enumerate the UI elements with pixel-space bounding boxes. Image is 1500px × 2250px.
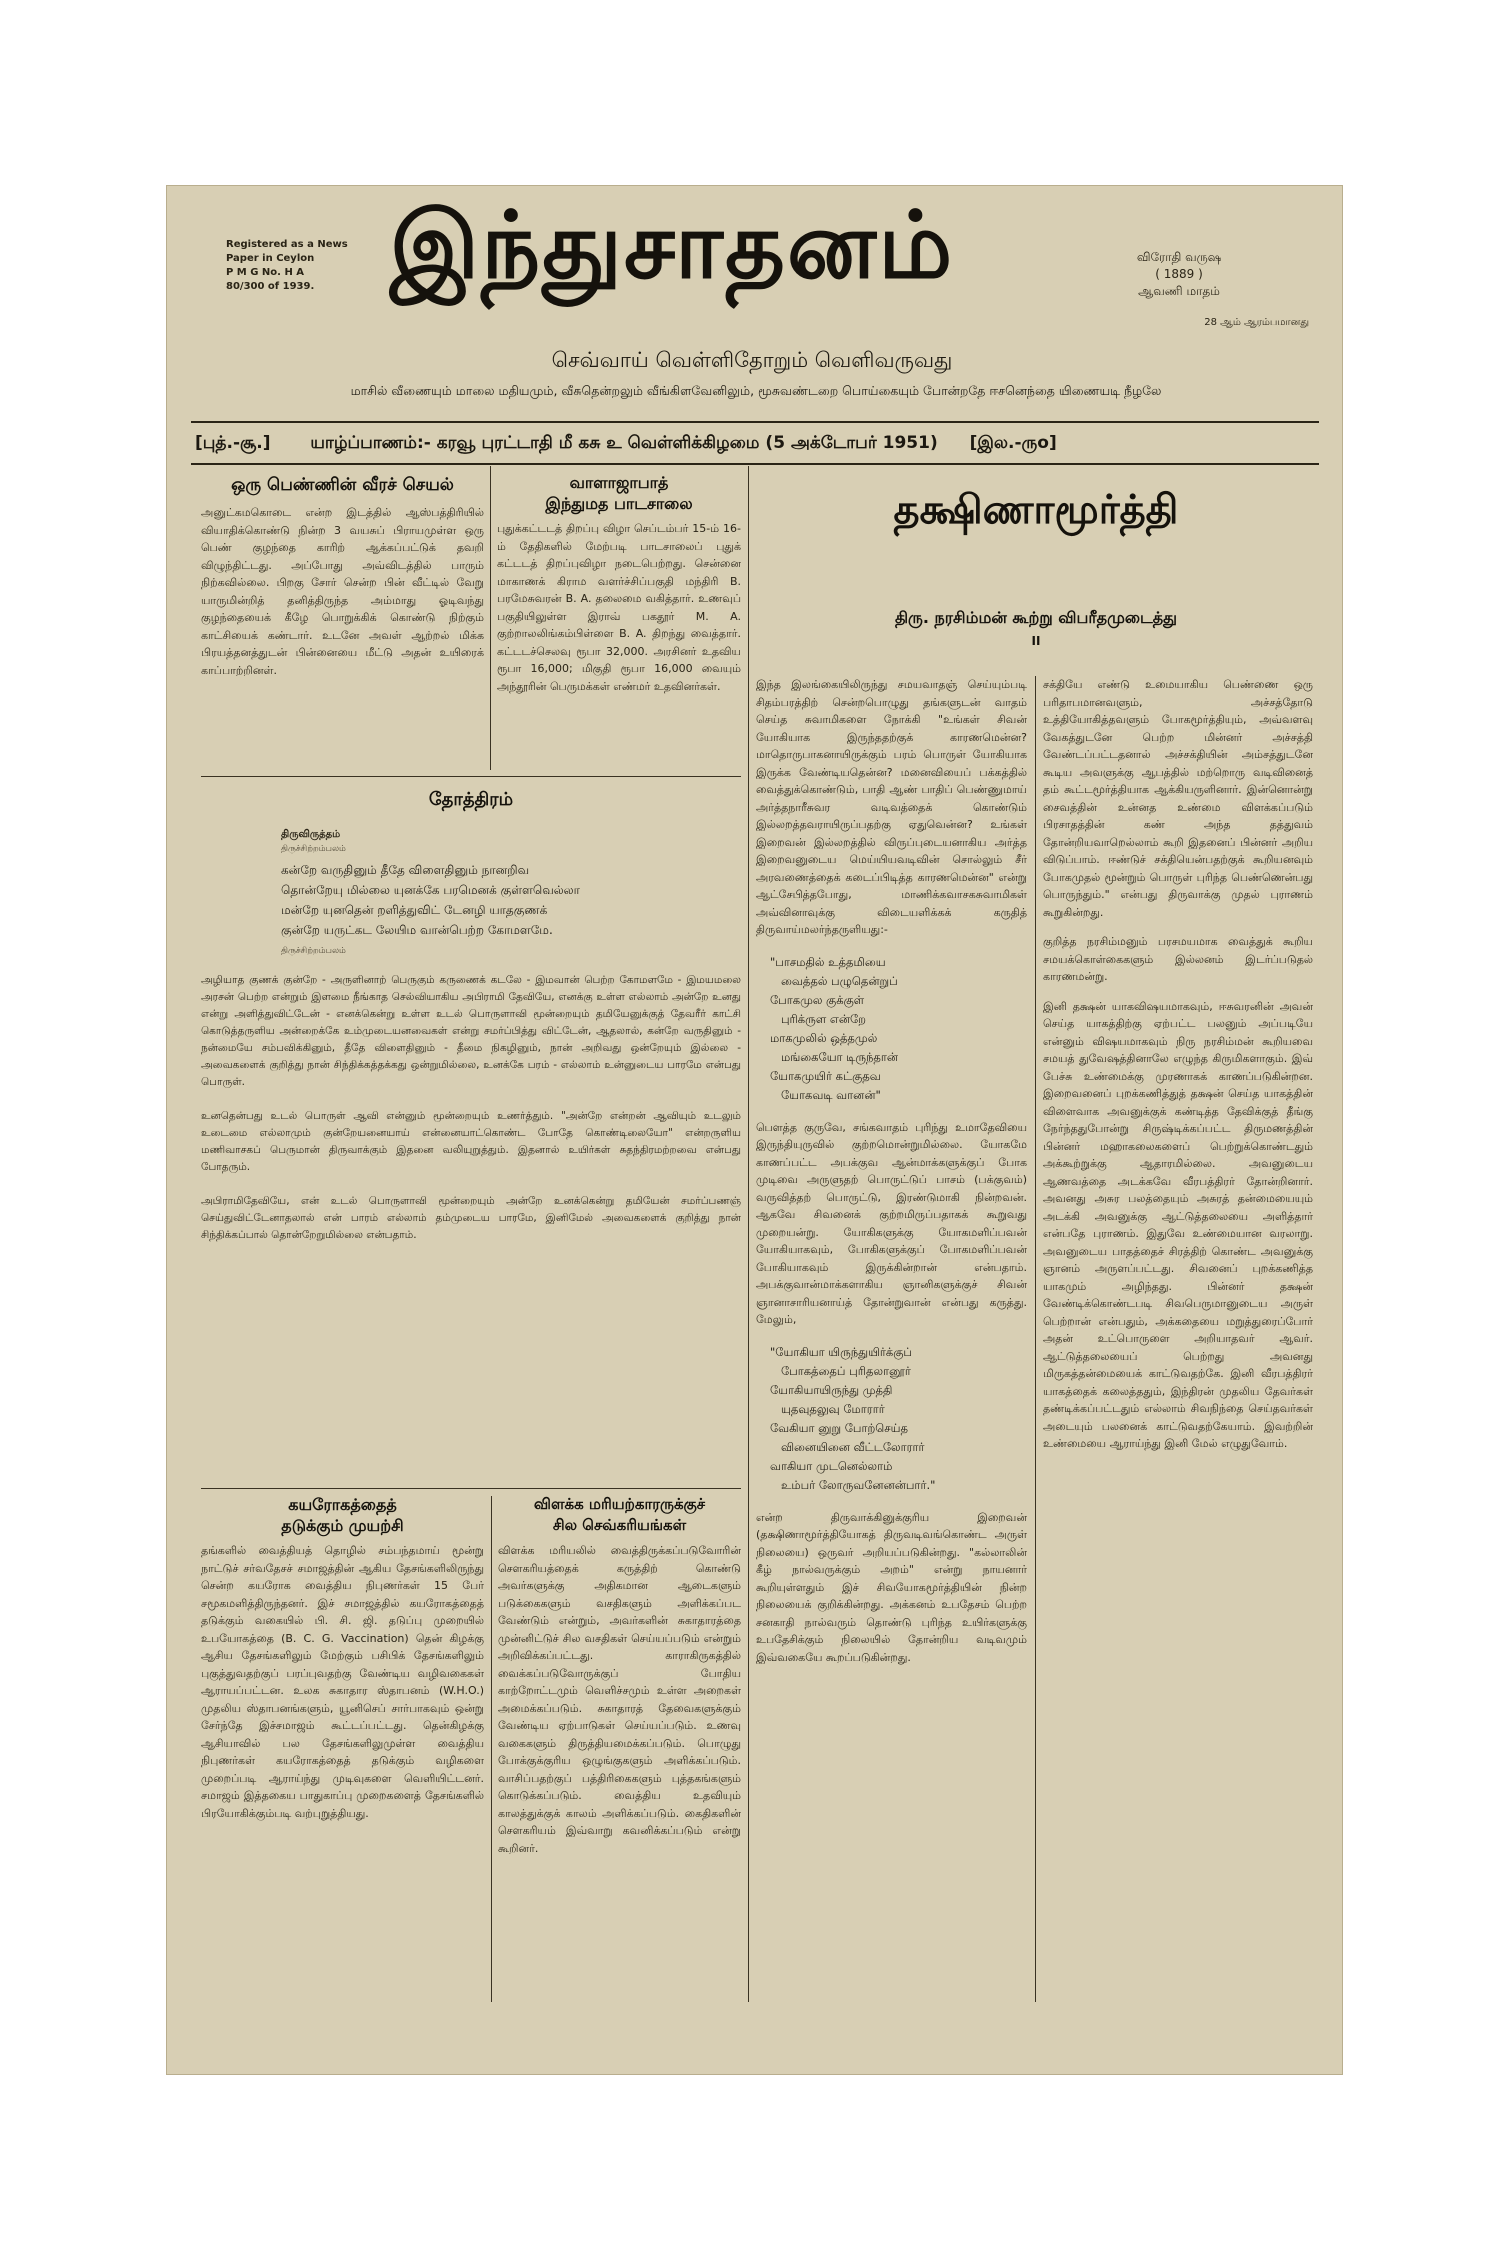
section-divider-2 [201,1488,741,1489]
column-rule-right [1035,676,1036,2002]
article-heroic-act-title: ஒரு பெண்ணின் வீரச் செயல் [231,475,454,495]
article-dakshinamurti-part: II [1031,634,1041,648]
article-hymn-verse: கன்றே வருதினும் தீதே விளைதினும் நானறிவ தொன்றேயு மில்லை யுனக்கே பரமெனக் குள்ளவெல்லா மன்றே யுனதென் றளித்துவிட் டேனழி யாதகுணக் குன்றே யருட்கட லேயிம வான்பெற்ற கோமளமே. [281,863,580,937]
dateline-english-date: (5 அக்டோபர் 1951) [765,433,938,453]
article-dakshinamurti-para3: என்ற திருவாக்கினுக்குரிய இறைவன் (தக்ஷிணாமூர்த்தியோகத் திருவடிவங்கொண்ட அருள் நிலையை) ஒருவர் அறியப்படுகின்றது. "கல்லாலின் கீழ் நால்வருக்கும் அறம்" என்று நாயனார் கூறியுள்ளதும் இச் சிவயோகமூர்த்தியின் நின்ற நிலையைக் குறிக்கின்றது. அக்கனம் உபதேசம் பெற்ற சனகாதி நால்வரும் தொண்டு புரிந்த உயிர்களுக்கு உபதேசிக்கும் நிலையில் தோன்றிய வடிவமும் இவ்வகையே கூறப்படுகின்றது. [756,1510,1031,1664]
article-tb [201,1494,488,1822]
publication-tagline: செவ்வாய் வெள்ளிதோறும் வெளிவருவது [551,348,953,372]
article-dakshinamurti-title: தக்ஷிணாமூர்த்தி [893,486,1179,533]
column-rule-left-right [748,466,749,2002]
article-tb-title-1: கயரோகத்தைத் [288,1495,397,1514]
article-hymn-author-top: திருச்சிற்றம்பலம் [281,844,346,854]
article-dakshinamurti-col1 [756,676,1031,1666]
newspaper-page [167,186,1342,2074]
article-school-body: புதுக்கட்டடத் திறப்பு விழா செப்டம்பர் 15-ம் 16-ம் தேதிகளில் மேற்படி பாடசாலைப் புதுக் கட்டடத் திறப்புவிழா நடைபெற்றது. சென்னை மாகாணக் கிராம வளர்ச்சிப்பகுதி மந்திரி B. பரமேசுவரன் B. A. தலைமை வகித்தார். உணவுப் பகுதியிலுள்ள இராவ் பகதூர் M. A. குற்றாலலிங்கம்பிள்ளை B. A. திறந்து வைத்தார். கட்டடச்செலவு ரூபா 32,000. அரசினர் உதவிய ரூபா 16,000; மிகுதி ரூபா 16,000 வையும் அந்தூரின் பெருமக்கள் எண்மர் உதவினர்கள். [497,522,745,693]
article-hymn-author-bottom: திருச்சிற்றம்பலம் [281,946,346,956]
volume-note: 28 ஆம் ஆரம்பமானது [1204,317,1309,328]
article-dakshinamurti-para4: சக்தியே எண்டு உமையாகிய பெண்ணை ஒரு பரிதாபமானவளும், அச்சத்தோடு உத்தியோகித்தவளும் போகமூர்த்தியும், அவ்வளவு வேகத்துடனே பெற்ற மின்னர் அச்சத்தி வேண்டப்பட்டதனால் அச்சக்தியின் அம்சத்துடனே கூடிய அவளுக்கு ஆபத்தில் மற்றொரு வடிவினைத் தம் கூட்டமூர்த்தியாக ஆக்கியருளினார். இன்னொன்று சைவத்தின் உன்னத உண்மை விளக்கப்படும் பிரசாதத்தின் கண் அந்த தத்துவம் தோன்றியவாறெல்லாம் கூறி இதனைப் பின்னர் அறிய விடுப்பாம். ஈண்டுச் சக்தியென்பதற்குக் கூறியனவும் போகமுதல் மூன்றும் பொருள் புரிந்த பெண்ணென்பது பொருந்தும்." என்பது திருவாக்கு முதல் புராணம் கூறுகின்றது. [1043,678,1317,919]
article-dakshinamurti-para1: இந்த இலங்கையிலிருந்து சமயவாதஞ் செய்யும்படி சிதம்பரத்திற் சென்றபொழுது தங்களுடன் வாதம் செய்த சுவாமிகளை நோக்கி "உங்கள் சிவன் யோகியாக இருந்ததற்குக் காரணமென்ன? மாதொருபாகனாயிருக்கும் பரம் பொருள் யோகியாக இருக்க வேண்டியதென்ன? மனைவியைப் பக்கத்தில் வைத்துக்கொண்டும், பாதி ஆண் பாதிப் பெண்ணுமாய் அர்த்தநாரீசுவர வடிவத்தைக் கொண்டும் இல்லறத்தவராயிருப்பதற்கு ஏதுவென்ன? உங்கள் இறைவன் இல்லறத்தில் விருப்புடையனாகிய அர்த்த இறைவனுடைய மெய்யியவடிவின் சொல்லும் சீர் அரவணைத்தைக் கடைப்பிடித்த காரணமென்ன" என்று ஆட்சேபித்தபோது, மாணிக்கவாசகசுவாமிகள் அவ்வினாவுக்கு விடையளிக்கக் கருதித் திருவாய்மலர்ந்தருளியது:- [756,678,1031,936]
article-hymn-meter: திருவிருத்தம் [281,829,341,840]
founded-note: விரோதி வருஷ ( 1889 ) ஆவணி மாதம் [1136,250,1222,298]
header-verse-line: மாசில் வீணையும் மாலை மதியமும், வீசுதென்றலும் வீங்கிளவேனிலும், மூசுவண்டறை பொய்கையும் போன்றதே ஈசனெந்தை யிணையடி நீழலே [350,383,1162,398]
article-tb-title-2: தடுக்கும் முயற்சி [281,1516,404,1535]
article-heroic-act-body: அனுட்கமகொடை என்ற இடத்தில் ஆஸ்பத்திரியில் வியாதிக்கொண்டு நின்ற 3 வயசுப் பிராயமுள்ள ஒரு பெண் குழந்தை காரிற் ஆக்கப்பட்டுக் தவறி விழுந்திட்டது. அப்போது அவ்விடத்தில் பாரும் நிற்கவில்லை. பிறகு சோர் சென்ற பின் வீட்டில் வேறு யாருமின்றித் தனித்திருந்த அம்மாது ஓடிவந்து குழந்தையைக் கீழே பொறுக்கிக் கொண்டு நிற்கும் காட்சியைக் கண்டார். உடனே அவள் ஆற்றல் மிக்க பிரயத்தனத்துடன் பின்னையை மீட்டு அதன் உயிரைக் காப்பாற்றினள். [201,506,488,677]
header-divider [191,421,1319,423]
article-school-title-1: வாளாஜாபாத் [569,473,669,492]
section-divider-1 [201,776,741,777]
dateline-book: [புத்.-சூ.] [195,433,271,453]
article-lights-body: விளக்க மரியலில் வைத்திருக்கப்படுவோரின் சௌகரியத்தைக் கருத்திற் கொண்டு அவர்களுக்கு அதிகமான ஆடைகளும் படுக்கைகளும் வசதிகளும் அளிக்கப்பட வேண்டும் என்றும், அவர்களின் சுகாதாரத்தை முன்னிட்டுச் சில வசதிகள் செய்யப்படும் என்றும் அறிவிக்கப்பட்டது. காராகிருகத்தில் வைக்கப்படுவோருக்குப் போதிய காற்றோட்டமும் வெளிச்சமும் உள்ள அறைகள் அமைக்கப்படும். சுகாதாரத் தேவைகளுக்கும் வேண்டிய ஏற்பாடுகள் செய்யப்படும். உணவு வகைகளும் திருத்தியமைக்கப்படும். பொழுது போக்குக்குரிய ஒழுங்குகளும் அளிக்கப்படும். வாசிப்பதற்குப் பத்திரிகைகளும் புத்தகங்களும் கொடுக்கப்படும். வைத்திய உதவியும் காலத்துக்குக் காலம் அளிக்கப்படும். கைதிகளின் சௌகரியம் இவ்வாறு கவனிக்கப்படும் என்று கூறினர். [498,1544,745,1855]
registration-note: Registered as a News Paper in Ceylon P M G No. H A 80/300 of 1939. [226,239,348,292]
article-heroic-act [201,472,488,679]
article-dakshinamurti-col2 [1043,676,1317,1453]
article-dakshinamurti-para6: இனி தக்ஷன் யாகவிஷயமாகவும், ஈசுவரனின் அவன் செய்த யாகத்திற்கு ஏற்பட்ட பலனும் அப்படியே என்னும் விஷயமாகவும் நிரு நரசிம்மன் கூறியவை சமயத் துவேஷத்தினாலே எழுந்த கிருமிகளாகும். இவ் பேச்சு உண்மைக்கு முரணாகக் காணப்படுகின்றன. இறைவனைப் புறக்கணித்துத் தக்ஷன் செய்த யாகத்தின் விளைவாக அவனுக்குக் கண்டித்த தேவிக்குத் தீங்கு நேர்ந்ததுபோன்று சிருஷ்டிக்கப்பட்ட திருமணத்தின் பின்னர் மஹாகலைகளைப் பெற்றுக்கொண்டதும் அக்கூற்றுக்கு ஆதாரமில்லை. அவனுடைய ஆணவத்தை அடக்கவே வீரபத்திரர் தோன்றினார். அவனது அசுர பலத்தையும் அசுரத் தன்மையையும் அடக்கி அவனுக்கு ஆட்டுத்தலையை அளித்தார் என்பதே புராணம். இதுவே உண்மையான வரலாறு. அவனுடைய பாதத்தைச் சிரத்திற் கொண்ட அவனுக்கு ஞானம் அருளப்பட்டது. சிவனைப் புறக்கணித்த யாகமும் அழிந்தது. பின்னர் தக்ஷன் வேண்டிக்கொண்டபடி சிவபெருமானுடைய அருள் பெற்றான் என்பதும், அக்கதையை மறுத்துரைப்போர் அதன் உட்பொருளை அறியாதவர் ஆவர். ஆட்டுத்தலையைப் பெற்றது அவனது மிருகத்தன்மையைக் காட்டுவதற்கே. இனி வீரபத்திரர் யாகத்தைக் கலைத்ததும், இந்திரன் முதலிய தேவர்கள் தண்டிக்கப்பட்டதும் எல்லாம் சிவநிந்தை செய்தவர்கள் அடையும் பலனைக் காட்டுவதற்கேயாம். இவற்றின் உண்மையை ஆராய்ந்து இனி மேல் எழுதுவோம். [1043,999,1317,1450]
article-dakshinamurti-verse2: "யோகியா யிருந்துயிர்க்குப் போகத்தைப் புரிதலானூர் யோகியாயிருந்து முத்தி யுதவுதலுவு மோரார் வேகியா னுறு போற்செய்த வினையினை வீட்டலோரார் வாகியா முடனெல்லாம் உம்பர் லோருவனேனன்பார்." [770,1344,936,1492]
article-lights-title-2: சில செவ்கரியங்கள் [552,1516,687,1534]
column-rule-bottom [491,1496,492,2002]
article-dakshinamurti-para5: குறித்த நரசிம்மனும் பரசமயமாக வைத்துக் கூறிய சமயக்கொள்கைகளும் இல்லனம் இடர்ப்படுதல் காரணமன்று. [1043,935,1317,983]
article-dakshinamurti-subtitle: திரு. நரசிம்மன் கூற்று விபரீதமுடைத்து [894,608,1178,627]
dateline-issue: [இல.-ருo] [969,433,1057,453]
article-lights-title-1: விளக்க மரியற்காரருக்குச் [533,1495,706,1513]
article-school-title-2: இந்துமத பாடசாலை [545,494,693,513]
dateline [195,430,1315,456]
column-rule-top [490,466,491,770]
article-dakshinamurti-para2: பௌத்த குருவே, சங்கவாதம் புரிந்து உமாதேவியை இருந்தியுருவில் குற்றமொன்றுமில்லை. யோகமே காணப்பட்ட அபக்குவ ஆன்மாக்களுக்குப் போக முடிவை அருளுதற் பொருட்டுப் பாசம் (பக்குவம்) வருவித்தற் பொருட்டு, இரண்டுமாகி நின்றவன். ஆகவே சிவனைக் குற்றமிருப்பதாகக் கூறுவது முறையன்று. யோகிகளுக்கு யோகமளிப்பவன் யோகியாகவும், போகிகளுக்குப் போகமளிப்பவன் போகியாகவும் இருக்கின்றான் என்பதாம். அபக்குவான்மாக்களாகிய ஞானிகளுக்குச் சிவன் ஞானாசாரியனாய்த் தோன்றுவான் என்பது கருத்து. மேலும், [756,1120,1031,1326]
article-hymn-title: தோத்திரம் [428,789,514,810]
article-dakshinamurti-verse1: "பாசமதில் உத்தமியை வைத்தல் பழுதென்றுப் போகமுல குக்குள் புரிக்ருள என்றே மாகமுலில் ஒத்தமுல் மங்கையோ டிருந்தான் யோகமுயிர் கட்குதவ யோகவடி வானன்" [770,954,899,1102]
article-school [497,472,745,695]
article-hymn [201,786,741,1244]
article-tb-body: தங்களில் வைத்தியத் தொழில் சம்பந்தமாய் மூன்று நாட்டுச் சர்வதேசச் சமாஜத்தின் ஆகிய தேசங்களிலிருந்து சென்ற கயரோக வைத்திய நிபுணர்கள் 15 பேர் சமூகமளித்திருந்தனர். இச் சமாஜத்தில் கயரோகத்தைத் தடுக்கும் வகையில் பி. சி. ஜி. தடுப்பு முறையில் உபயோகத்தை (B. C. G. Vaccination) தென் கிழக்கு ஆசிய தேசங்களிலும் மேற்கும் பசிபிக் தேசங்களிலும் புகுத்துவதற்குப் பரப்புவதற்கு வேண்டிய வழிவகைகள் ஆராயப்பட்டன. உலக சுகாதார ஸ்தாபனம் (W.H.O.) முதலிய ஸ்தாபனங்களும், யூனிசெப் சார்பாகவும் ஒன்று சேர்ந்தே இச்சமாஜம் கூட்டப்பட்டது. தென்கிழக்கு ஆசியாவில் பல தேசங்களிலுமுள்ள வைத்திய நிபுணர்கள் கயரோகத்தைத் தடுக்கும் வழிகளை முறைப்படி ஆராய்ந்து முடிவுகளை வெளியிட்டனர். சமாஜம் இத்தகைய பாதுகாப்பு முறைகளைத் தேசங்களில் பிரயோகிக்கும்படி வற்புறுத்தியது. [201,1544,488,1820]
dateline-place-date: யாழ்ப்பாணம்:- கரவூ புரட்டாதி மீ கசு உ வெள்ளிக்கிழமை [310,433,760,453]
article-hymn-commentary: அழியாத குணக் குன்றே - அருளினாற் பெருகும் கருணைக் கடலே - இமவான் பெற்ற கோமளமே - இமயமலை அரசன் பெற்ற என்றும் இளமை நீங்காத செல்வியாகிய அபிராமி தேவியே, எனக்கு உள்ள எல்லாம் அன்றே உனது என்று அளித்துவிட்டேன் - எனக்கென்று உள்ள உடல் பொருளாவி மூன்றையும் தமியேனுக்குத் தேவரீர் காட்சி கொடுத்தருளிய அன்றைக்கே உம்முடையனவைகள் என்று சமர்ப்பித்து விட்டேன், ஆதலால், கன்றே வருதினும் - நன்மையே சம்பவிக்கினும், தீதே விளைதினும் - தீமை நிகழினும், நான் அறிவது ஒன்றேயும் இல்லை - அவைகளைக் குறித்து நான் சிந்திக்கத்தக்கது ஒன்றுமில்லை, உனக்கே பரம் - எல்லாம் உன்னுடைய பாரமே என்பது பொருள். உனதென்பது உடல் பொருள் ஆவி என்னும் மூன்றையும் உணர்த்தும். "அன்றே என்றன் ஆவியும் உடலும் உடைமை எல்லாமும் குன்றேயனையாய் என்னையாட்கொண்ட போதே கொண்டிலையோ" என்றருளிய மணிவாசகப் பெருமான் திருவாக்கும் இதனை வலியுறுத்தும். இதனால் உயிர்கள் சுதந்திரமற்றவை என்பது போதரும். அபிராமிதேவியே, என் உடல் பொருளாவி மூன்றையும் அன்றே உனக்கென்று தமியேன் சமர்ப்பணஞ் செய்துவிட்டேனாதலால் என் பாரம் எல்லாம் தம்முடைய பாரமே, இனிமேல் அவைகளைக் குறித்து நான் சிந்திக்கப்பால் தொன்றேறுமில்லை என்பதாம். [201,974,741,1241]
article-lights [498,1494,745,1857]
masthead-title: இந்துசாதனம் [389,191,955,299]
dateline-divider [191,463,1319,465]
